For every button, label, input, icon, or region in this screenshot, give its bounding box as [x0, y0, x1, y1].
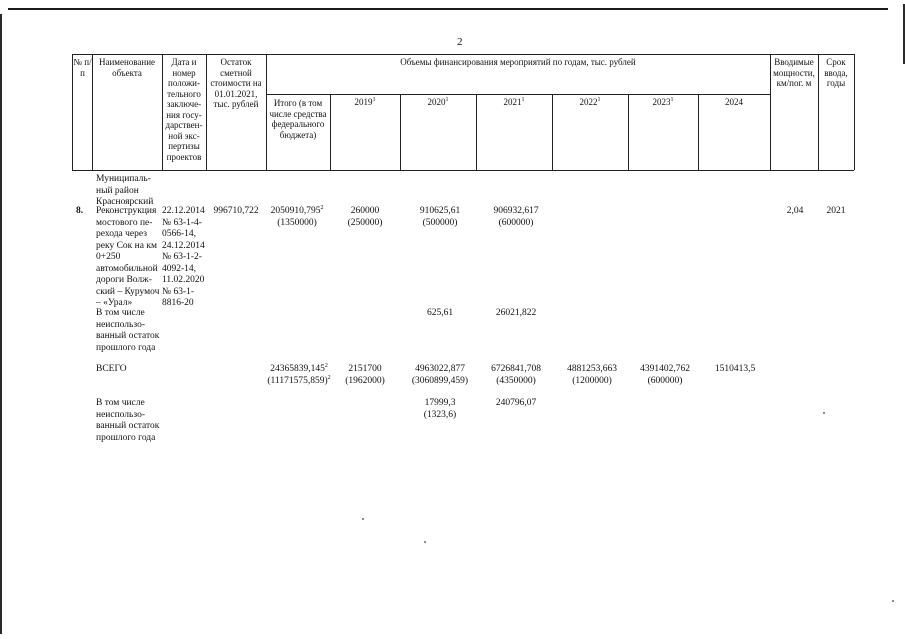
header-volume: Объемы финансирования мероприятий по годам, тыс. рублей: [400, 57, 636, 67]
row8-total: 2050910,795$^2$ (1350000): [270, 204, 324, 228]
col-divider: [206, 54, 207, 170]
header-remain: Остаток сметной стоимости на 01.01.2021, тыс. рублей: [210, 57, 262, 109]
total-sum: 24365839,145$^2$ $(11171575,859)^2$: [267, 362, 331, 386]
row8-capacity: 2,04: [786, 206, 804, 216]
scan-speck: [823, 412, 825, 414]
header-year-2022: 2022$^1$: [579, 97, 601, 107]
scan-border-top: [8, 8, 888, 10]
row8-remain: 996710,722: [213, 206, 259, 216]
district-label: Муниципальный район Красноярский: [96, 174, 154, 207]
row8-term: 2021: [826, 206, 846, 216]
header-date: Дата и номер положительного заключения государственной экспертизы проектов: [165, 57, 203, 162]
unused2-2021: 240796,07: [495, 398, 537, 408]
total-2024: 1510413,5: [714, 364, 756, 374]
scan-speck: [892, 600, 894, 602]
row8-2019: 260000 (250000): [347, 206, 383, 228]
header-year-2023: 2023$^1$: [652, 97, 674, 107]
row8-2021: 906932,617 (600000): [493, 206, 539, 228]
unused-2020: 625,61: [426, 308, 454, 318]
header-num: № п/п: [73, 57, 92, 78]
row8-num: 8.: [76, 206, 84, 216]
total-2023: 4391402,762 (600000): [640, 364, 690, 386]
unused2-label: В том числе неиспользованный остаток прошлого года: [96, 398, 160, 443]
header-capacity: Вводимые мощности, км/пог. м: [773, 57, 815, 88]
unused-label: В том числе неиспользованный остаток прошлого года: [96, 308, 160, 353]
rule-top: [72, 54, 854, 55]
unused-2021: 26021,822: [495, 308, 537, 318]
header-total: Итого (в том числе средства федерального бюджета): [269, 98, 327, 140]
total-label: ВСЕГО: [96, 364, 127, 374]
header-year-2019: 2019$^1$: [354, 97, 376, 107]
row8-name: Реконструкция мостового перехода через реку Сок на км 0+250 автомобильной дороги Волжский – Курумоч – «Урал»: [96, 206, 160, 308]
total-2022: 4881253,663 (1200000): [567, 364, 617, 386]
col-divider: [92, 54, 93, 170]
header-term: Срок ввода, годы: [824, 57, 848, 88]
header-name: Наименование объекта: [98, 57, 156, 78]
scan-speck: [424, 541, 426, 543]
table-header: [72, 54, 854, 170]
header-year-2021: 2021$^1$: [503, 97, 525, 107]
page-number: 2: [457, 36, 463, 48]
header-year-2020: 2020$^1$: [427, 97, 449, 107]
total-2021: 6726841,708 (4350000): [491, 364, 541, 386]
unused2-2020: 17999,3 (1323,6): [423, 398, 457, 420]
col-divider: [266, 54, 267, 170]
total-2020: 4963022,877 (3060899,459): [411, 364, 469, 386]
rule-bottom: [72, 170, 854, 171]
header-year-2024: 2024: [725, 97, 743, 107]
col-divider: [854, 54, 855, 170]
total-2019: 2151700 (1962000): [345, 364, 385, 386]
scan-speck: [362, 518, 364, 520]
row8-date: 22.12.2014 № 63-1-4-0566-14, 24.12.2014 № 63-1-2-4092-14, 11.02.2020 № 63-1-8816-20: [162, 206, 205, 308]
rule-years: [266, 94, 770, 95]
scan-border-left: [0, 14, 2, 634]
row8-2020: 910625,61 (500000): [419, 206, 461, 228]
